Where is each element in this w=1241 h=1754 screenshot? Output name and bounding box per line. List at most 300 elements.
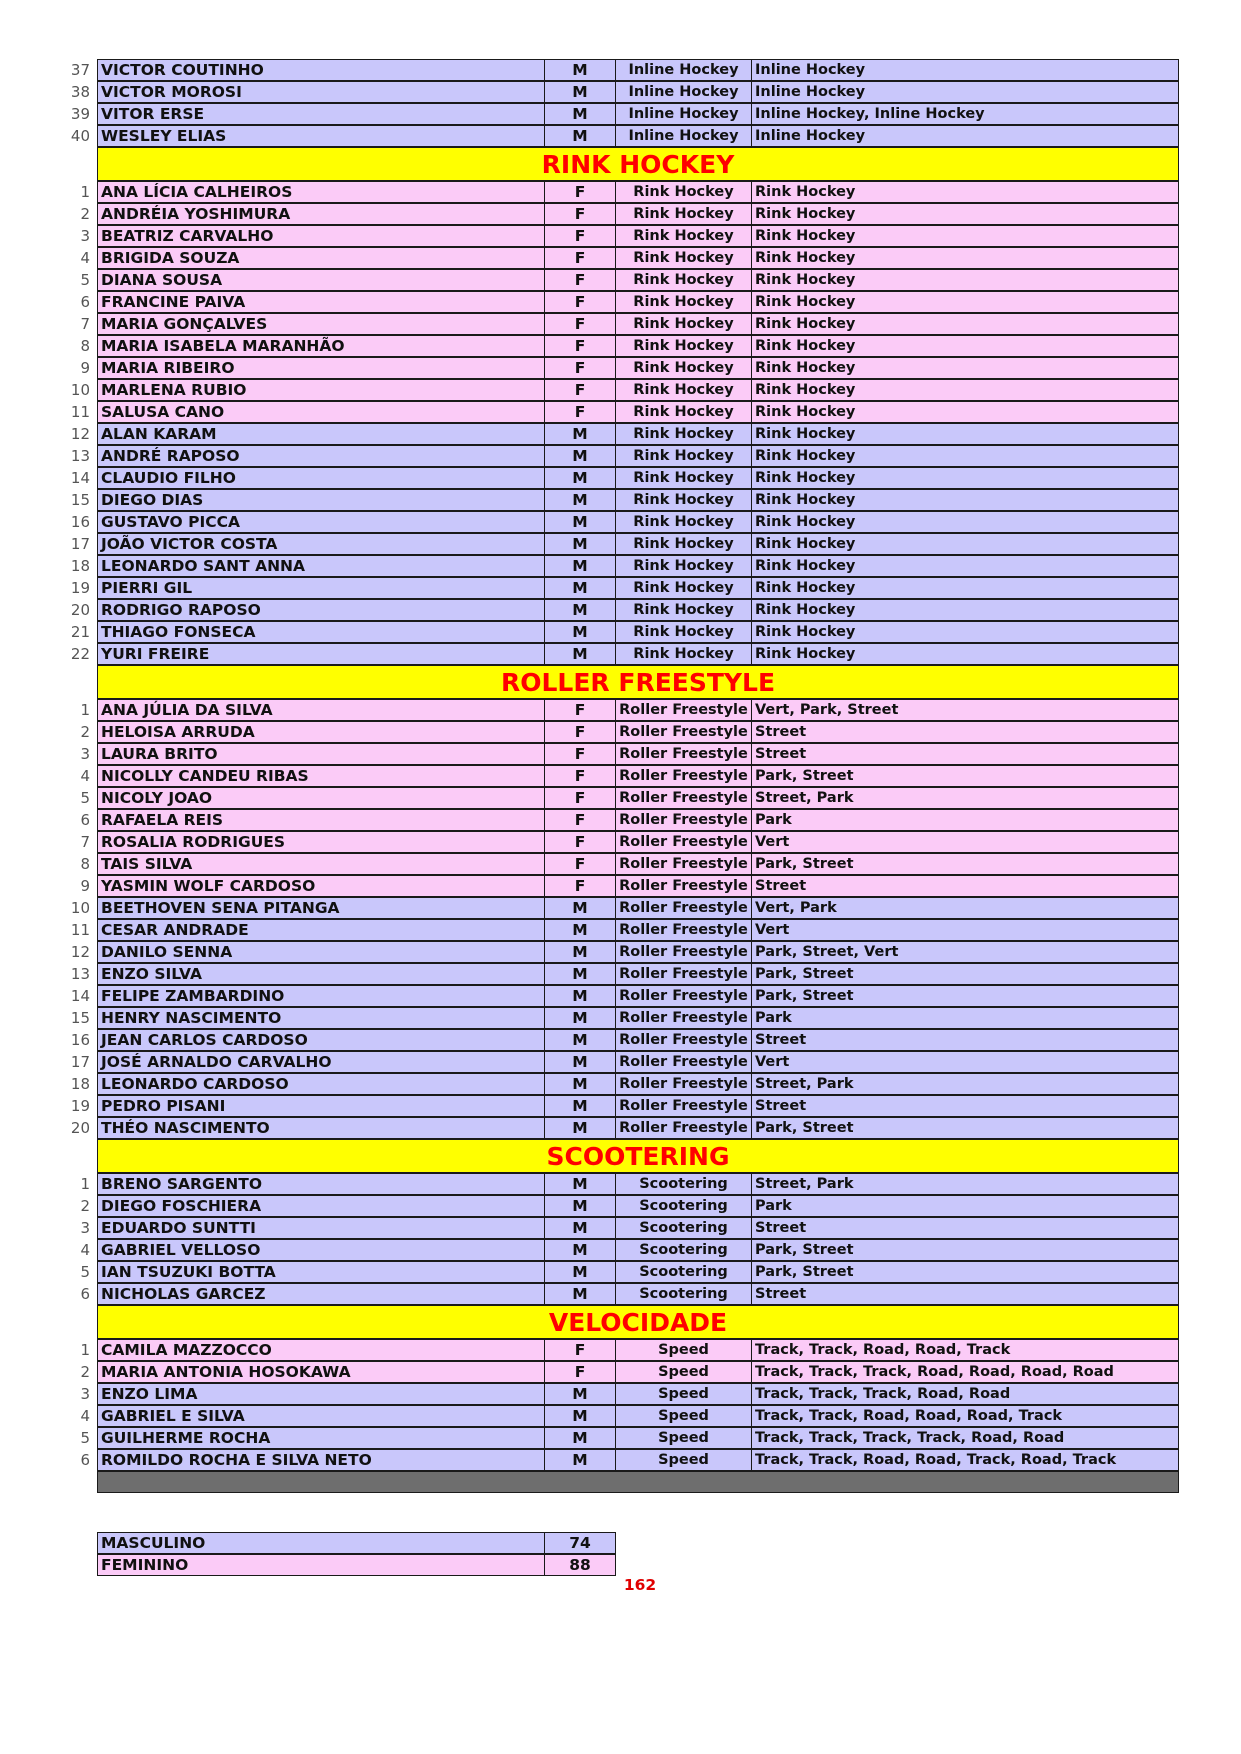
athlete-sex: M: [544, 423, 616, 445]
athlete-modality: Rink Hockey: [615, 269, 752, 291]
athlete-disciplines: Rink Hockey: [751, 511, 1179, 533]
athlete-sex: F: [544, 1339, 616, 1361]
athlete-name: TAIS SILVA: [97, 853, 545, 875]
row-number: 3: [80, 1219, 90, 1237]
athlete-name: DANILO SENNA: [97, 941, 545, 963]
row-number: 5: [80, 271, 90, 289]
athlete-name: JOÃO VICTOR COSTA: [97, 533, 545, 555]
athlete-name: BEATRIZ CARVALHO: [97, 225, 545, 247]
athlete-disciplines: Street: [751, 1283, 1179, 1305]
row-number: 6: [80, 811, 90, 829]
athlete-disciplines: Park, Street: [751, 765, 1179, 787]
row-number: 12: [70, 943, 90, 961]
row-number: 14: [70, 987, 90, 1005]
athlete-sex: M: [544, 897, 616, 919]
athlete-sex: M: [544, 1239, 616, 1261]
athlete-modality: Rink Hockey: [615, 445, 752, 467]
athlete-name: ANDRÉ RAPOSO: [97, 445, 545, 467]
athlete-sex: F: [544, 721, 616, 743]
athlete-sex: M: [544, 1195, 616, 1217]
athlete-disciplines: Track, Track, Track, Track, Road, Road: [751, 1427, 1179, 1449]
athlete-name: YASMIN WOLF CARDOSO: [97, 875, 545, 897]
athlete-sex: M: [544, 1117, 616, 1139]
athlete-sex: F: [544, 765, 616, 787]
athlete-name: BRIGIDA SOUZA: [97, 247, 545, 269]
athlete-sex: F: [544, 181, 616, 203]
athlete-disciplines: Rink Hockey: [751, 335, 1179, 357]
row-number: 4: [80, 1407, 90, 1425]
athlete-sex: M: [544, 643, 616, 665]
athlete-modality: Rink Hockey: [615, 643, 752, 665]
athlete-disciplines: Street, Park: [751, 1173, 1179, 1195]
athlete-sex: M: [544, 919, 616, 941]
athlete-name: NICOLY JOAO: [97, 787, 545, 809]
athlete-name: MARIA ISABELA MARANHÃO: [97, 335, 545, 357]
athlete-modality: Inline Hockey: [615, 59, 752, 81]
athlete-modality: Speed: [615, 1449, 752, 1471]
row-number: 10: [70, 381, 90, 399]
athlete-modality: Roller Freestyle: [615, 765, 752, 787]
athlete-modality: Roller Freestyle: [615, 743, 752, 765]
row-number: 1: [80, 1175, 90, 1193]
row-number: 13: [70, 447, 90, 465]
athlete-modality: Rink Hockey: [615, 599, 752, 621]
athlete-disciplines: Track, Track, Road, Road, Track, Road, Track: [751, 1449, 1179, 1471]
athlete-disciplines: Park: [751, 1007, 1179, 1029]
athlete-modality: Rink Hockey: [615, 555, 752, 577]
athlete-sex: F: [544, 269, 616, 291]
athlete-name: PEDRO PISANI: [97, 1095, 545, 1117]
athlete-modality: Rink Hockey: [615, 401, 752, 423]
athlete-sex: M: [544, 1173, 616, 1195]
athlete-modality: Rink Hockey: [615, 577, 752, 599]
athlete-disciplines: Park, Street: [751, 853, 1179, 875]
athlete-sex: M: [544, 59, 616, 81]
athlete-sex: M: [544, 467, 616, 489]
row-number: 16: [70, 1031, 90, 1049]
athlete-name: MARIA ANTONIA HOSOKAWA: [97, 1361, 545, 1383]
row-number: 20: [70, 1119, 90, 1137]
athlete-sex: F: [544, 875, 616, 897]
athlete-modality: Roller Freestyle: [615, 699, 752, 721]
row-number: 11: [70, 921, 90, 939]
athlete-name: CLAUDIO FILHO: [97, 467, 545, 489]
athlete-name: YURI FREIRE: [97, 643, 545, 665]
athlete-sex: F: [544, 225, 616, 247]
row-number: 18: [70, 557, 90, 575]
athlete-sex: M: [544, 621, 616, 643]
athlete-disciplines: Street: [751, 721, 1179, 743]
athlete-disciplines: Rink Hockey: [751, 225, 1179, 247]
athlete-disciplines: Inline Hockey: [751, 125, 1179, 147]
athlete-disciplines: Street: [751, 1029, 1179, 1051]
athlete-disciplines: Rink Hockey: [751, 247, 1179, 269]
athlete-modality: Scootering: [615, 1261, 752, 1283]
athlete-modality: Roller Freestyle: [615, 1095, 752, 1117]
athlete-name: THÉO NASCIMENTO: [97, 1117, 545, 1139]
row-number: 6: [80, 1285, 90, 1303]
athlete-sex: M: [544, 963, 616, 985]
athlete-modality: Rink Hockey: [615, 467, 752, 489]
athlete-modality: Rink Hockey: [615, 203, 752, 225]
athlete-modality: Rink Hockey: [615, 225, 752, 247]
athlete-disciplines: Inline Hockey, Inline Hockey: [751, 103, 1179, 125]
athlete-modality: Roller Freestyle: [615, 831, 752, 853]
athlete-name: FRANCINE PAIVA: [97, 291, 545, 313]
athlete-disciplines: Rink Hockey: [751, 533, 1179, 555]
athlete-modality: Rink Hockey: [615, 181, 752, 203]
athlete-modality: Rink Hockey: [615, 247, 752, 269]
row-number: 7: [80, 833, 90, 851]
row-number: 40: [70, 127, 90, 145]
row-number: 9: [80, 359, 90, 377]
athlete-disciplines: Rink Hockey: [751, 379, 1179, 401]
row-number: 37: [70, 61, 90, 79]
athlete-name: GUILHERME ROCHA: [97, 1427, 545, 1449]
athlete-disciplines: Inline Hockey: [751, 59, 1179, 81]
athlete-disciplines: Street: [751, 1217, 1179, 1239]
row-number: 7: [80, 315, 90, 333]
row-number: 38: [70, 83, 90, 101]
athlete-modality: Roller Freestyle: [615, 721, 752, 743]
athlete-disciplines: Rink Hockey: [751, 467, 1179, 489]
row-number: 18: [70, 1075, 90, 1093]
row-number: 17: [70, 535, 90, 553]
athlete-name: LEONARDO CARDOSO: [97, 1073, 545, 1095]
athlete-sex: M: [544, 1029, 616, 1051]
athlete-sex: F: [544, 401, 616, 423]
athlete-modality: Roller Freestyle: [615, 985, 752, 1007]
section-title: VELOCIDADE: [97, 1305, 1179, 1339]
athlete-name: SALUSA CANO: [97, 401, 545, 423]
row-number: 3: [80, 227, 90, 245]
row-number: 8: [80, 855, 90, 873]
row-number: 19: [70, 579, 90, 597]
athlete-name: HENRY NASCIMENTO: [97, 1007, 545, 1029]
athlete-sex: M: [544, 1073, 616, 1095]
athlete-sex: M: [544, 577, 616, 599]
athlete-name: GABRIEL E SILVA: [97, 1405, 545, 1427]
athlete-disciplines: Street, Park: [751, 1073, 1179, 1095]
athlete-sex: M: [544, 1051, 616, 1073]
row-number: 2: [80, 205, 90, 223]
athlete-disciplines: Rink Hockey: [751, 555, 1179, 577]
row-number: 5: [80, 1429, 90, 1447]
athlete-name: BRENO SARGENTO: [97, 1173, 545, 1195]
athlete-name: RODRIGO RAPOSO: [97, 599, 545, 621]
row-number: 1: [80, 701, 90, 719]
athlete-sex: M: [544, 1427, 616, 1449]
athlete-modality: Speed: [615, 1383, 752, 1405]
athlete-modality: Scootering: [615, 1283, 752, 1305]
row-number: 4: [80, 249, 90, 267]
row-number: 10: [70, 899, 90, 917]
athlete-sex: M: [544, 103, 616, 125]
section-title: RINK HOCKEY: [97, 147, 1179, 181]
athlete-sex: M: [544, 1383, 616, 1405]
athlete-modality: Roller Freestyle: [615, 919, 752, 941]
row-number: 19: [70, 1097, 90, 1115]
row-number: 9: [80, 877, 90, 895]
athlete-name: ROMILDO ROCHA E SILVA NETO: [97, 1449, 545, 1471]
athlete-disciplines: Park, Street, Vert: [751, 941, 1179, 963]
athlete-disciplines: Rink Hockey: [751, 401, 1179, 423]
athlete-sex: F: [544, 699, 616, 721]
row-number: 2: [80, 1197, 90, 1215]
athlete-sex: F: [544, 853, 616, 875]
athlete-name: ANA LÍCIA CALHEIROS: [97, 181, 545, 203]
athlete-disciplines: Park, Street: [751, 1239, 1179, 1261]
athlete-disciplines: Park: [751, 809, 1179, 831]
row-number: 2: [80, 723, 90, 741]
athlete-modality: Speed: [615, 1339, 752, 1361]
athlete-name: MARIA RIBEIRO: [97, 357, 545, 379]
athlete-disciplines: Rink Hockey: [751, 181, 1179, 203]
athlete-disciplines: Rink Hockey: [751, 203, 1179, 225]
totals-label: FEMININO: [97, 1554, 545, 1576]
athlete-name: ALAN KARAM: [97, 423, 545, 445]
athlete-sex: M: [544, 599, 616, 621]
totals-label: MASCULINO: [97, 1532, 545, 1554]
athlete-modality: Roller Freestyle: [615, 897, 752, 919]
athlete-modality: Scootering: [615, 1195, 752, 1217]
row-number: 22: [70, 645, 90, 663]
athlete-name: THIAGO FONSECA: [97, 621, 545, 643]
athlete-sex: M: [544, 1405, 616, 1427]
athlete-disciplines: Street: [751, 743, 1179, 765]
athlete-name: JEAN CARLOS CARDOSO: [97, 1029, 545, 1051]
row-number: 4: [80, 1241, 90, 1259]
row-number: 15: [70, 491, 90, 509]
row-number: 4: [80, 767, 90, 785]
athlete-name: DIANA SOUSA: [97, 269, 545, 291]
athlete-sex: F: [544, 831, 616, 853]
athlete-sex: F: [544, 291, 616, 313]
athlete-name: ENZO SILVA: [97, 963, 545, 985]
athlete-modality: Rink Hockey: [615, 621, 752, 643]
athlete-name: ANDRÉIA YOSHIMURA: [97, 203, 545, 225]
athlete-disciplines: Track, Track, Road, Road, Road, Track: [751, 1405, 1179, 1427]
athlete-sex: M: [544, 125, 616, 147]
athlete-modality: Rink Hockey: [615, 489, 752, 511]
athlete-sex: M: [544, 985, 616, 1007]
row-number: 5: [80, 1263, 90, 1281]
athlete-name: GABRIEL VELLOSO: [97, 1239, 545, 1261]
athlete-name: MARLENA RUBIO: [97, 379, 545, 401]
athlete-name: LAURA BRITO: [97, 743, 545, 765]
athlete-sex: F: [544, 247, 616, 269]
athlete-modality: Roller Freestyle: [615, 1007, 752, 1029]
row-number: 11: [70, 403, 90, 421]
athlete-modality: Inline Hockey: [615, 125, 752, 147]
athlete-modality: Roller Freestyle: [615, 1117, 752, 1139]
footer-band: [97, 1471, 1179, 1493]
athlete-disciplines: Rink Hockey: [751, 291, 1179, 313]
athlete-disciplines: Rink Hockey: [751, 423, 1179, 445]
athlete-disciplines: Rink Hockey: [751, 643, 1179, 665]
athlete-name: RAFAELA REIS: [97, 809, 545, 831]
athlete-modality: Speed: [615, 1361, 752, 1383]
athlete-name: HELOISA ARRUDA: [97, 721, 545, 743]
athlete-name: PIERRI GIL: [97, 577, 545, 599]
athlete-sex: F: [544, 379, 616, 401]
athlete-modality: Scootering: [615, 1173, 752, 1195]
athlete-sex: F: [544, 203, 616, 225]
athlete-disciplines: Rink Hockey: [751, 445, 1179, 467]
row-number: 21: [70, 623, 90, 641]
athlete-modality: Scootering: [615, 1239, 752, 1261]
athlete-name: EDUARDO SUNTTI: [97, 1217, 545, 1239]
row-number: 14: [70, 469, 90, 487]
athlete-name: ROSALIA RODRIGUES: [97, 831, 545, 853]
athlete-disciplines: Track, Track, Road, Road, Track: [751, 1339, 1179, 1361]
athlete-sex: M: [544, 1095, 616, 1117]
athlete-modality: Roller Freestyle: [615, 1029, 752, 1051]
athlete-sex: M: [544, 81, 616, 103]
athlete-disciplines: Rink Hockey: [751, 269, 1179, 291]
athlete-sex: M: [544, 1007, 616, 1029]
athlete-modality: Rink Hockey: [615, 511, 752, 533]
athlete-disciplines: Park, Street: [751, 1117, 1179, 1139]
athlete-sex: F: [544, 313, 616, 335]
athlete-modality: Rink Hockey: [615, 291, 752, 313]
athlete-modality: Rink Hockey: [615, 335, 752, 357]
athlete-modality: Rink Hockey: [615, 423, 752, 445]
athlete-disciplines: Vert, Park, Street: [751, 699, 1179, 721]
athlete-sex: F: [544, 335, 616, 357]
athlete-sex: M: [544, 489, 616, 511]
athlete-name: MARIA GONÇALVES: [97, 313, 545, 335]
row-number: 8: [80, 337, 90, 355]
grand-total: 162: [623, 1576, 657, 1594]
athlete-name: BEETHOVEN SENA PITANGA: [97, 897, 545, 919]
athlete-name: CAMILA MAZZOCCO: [97, 1339, 545, 1361]
row-number: 12: [70, 425, 90, 443]
row-number: 20: [70, 601, 90, 619]
athlete-disciplines: Vert: [751, 831, 1179, 853]
athlete-modality: Inline Hockey: [615, 103, 752, 125]
athlete-modality: Roller Freestyle: [615, 941, 752, 963]
athlete-disciplines: Park, Street: [751, 985, 1179, 1007]
athlete-disciplines: Rink Hockey: [751, 599, 1179, 621]
athlete-name: ENZO LIMA: [97, 1383, 545, 1405]
athlete-name: DIEGO DIAS: [97, 489, 545, 511]
athlete-name: IAN TSUZUKI BOTTA: [97, 1261, 545, 1283]
row-number: 6: [80, 293, 90, 311]
row-number: 2: [80, 1363, 90, 1381]
athlete-disciplines: Street: [751, 875, 1179, 897]
row-number: 39: [70, 105, 90, 123]
athlete-name: FELIPE ZAMBARDINO: [97, 985, 545, 1007]
athlete-modality: Roller Freestyle: [615, 1051, 752, 1073]
athlete-name: JOSÉ ARNALDO CARVALHO: [97, 1051, 545, 1073]
athlete-disciplines: Vert: [751, 1051, 1179, 1073]
athlete-modality: Speed: [615, 1405, 752, 1427]
row-number: 1: [80, 1341, 90, 1359]
athlete-disciplines: Street, Park: [751, 787, 1179, 809]
athlete-disciplines: Rink Hockey: [751, 357, 1179, 379]
athlete-modality: Roller Freestyle: [615, 963, 752, 985]
athlete-modality: Rink Hockey: [615, 357, 752, 379]
totals-value: 74: [544, 1532, 616, 1554]
section-title: SCOOTERING: [97, 1139, 1179, 1173]
athlete-disciplines: Track, Track, Track, Road, Road: [751, 1383, 1179, 1405]
row-number: 1: [80, 183, 90, 201]
athlete-name: VICTOR COUTINHO: [97, 59, 545, 81]
athlete-sex: F: [544, 743, 616, 765]
athlete-name: NICOLLY CANDEU RIBAS: [97, 765, 545, 787]
athlete-modality: Rink Hockey: [615, 379, 752, 401]
athlete-disciplines: Vert, Park: [751, 897, 1179, 919]
athlete-sex: F: [544, 809, 616, 831]
athlete-disciplines: Track, Track, Track, Road, Road, Road, Road: [751, 1361, 1179, 1383]
athlete-modality: Roller Freestyle: [615, 787, 752, 809]
athlete-disciplines: Inline Hockey: [751, 81, 1179, 103]
athlete-name: GUSTAVO PICCA: [97, 511, 545, 533]
athlete-disciplines: Park, Street: [751, 963, 1179, 985]
athlete-disciplines: Park: [751, 1195, 1179, 1217]
athlete-sex: M: [544, 1217, 616, 1239]
athlete-disciplines: Park, Street: [751, 1261, 1179, 1283]
athlete-name: NICHOLAS GARCEZ: [97, 1283, 545, 1305]
athlete-sex: M: [544, 941, 616, 963]
athlete-name: WESLEY ELIAS: [97, 125, 545, 147]
athlete-sex: M: [544, 533, 616, 555]
athlete-name: LEONARDO SANT ANNA: [97, 555, 545, 577]
athlete-name: CESAR ANDRADE: [97, 919, 545, 941]
athlete-sex: M: [544, 1261, 616, 1283]
athlete-modality: Inline Hockey: [615, 81, 752, 103]
athlete-modality: Rink Hockey: [615, 533, 752, 555]
athlete-modality: Scootering: [615, 1217, 752, 1239]
totals-value: 88: [544, 1554, 616, 1576]
athlete-modality: Roller Freestyle: [615, 1073, 752, 1095]
athlete-disciplines: Rink Hockey: [751, 621, 1179, 643]
athlete-sex: M: [544, 511, 616, 533]
athlete-disciplines: Vert: [751, 919, 1179, 941]
athlete-disciplines: Rink Hockey: [751, 577, 1179, 599]
row-number: 6: [80, 1451, 90, 1469]
athlete-disciplines: Rink Hockey: [751, 313, 1179, 335]
athlete-modality: Roller Freestyle: [615, 875, 752, 897]
row-number: 3: [80, 745, 90, 763]
athlete-sex: M: [544, 555, 616, 577]
athlete-sex: M: [544, 1449, 616, 1471]
athlete-modality: Speed: [615, 1427, 752, 1449]
athlete-name: VITOR ERSE: [97, 103, 545, 125]
athlete-modality: Rink Hockey: [615, 313, 752, 335]
athlete-sex: M: [544, 445, 616, 467]
row-number: 5: [80, 789, 90, 807]
athlete-sex: M: [544, 1283, 616, 1305]
athlete-disciplines: Rink Hockey: [751, 489, 1179, 511]
row-number: 13: [70, 965, 90, 983]
athlete-sex: F: [544, 1361, 616, 1383]
athlete-disciplines: Street: [751, 1095, 1179, 1117]
athlete-name: ANA JÚLIA DA SILVA: [97, 699, 545, 721]
athlete-name: DIEGO FOSCHIERA: [97, 1195, 545, 1217]
row-number: 3: [80, 1385, 90, 1403]
athlete-modality: Roller Freestyle: [615, 809, 752, 831]
athlete-modality: Roller Freestyle: [615, 853, 752, 875]
athlete-name: VICTOR MOROSI: [97, 81, 545, 103]
row-number: 17: [70, 1053, 90, 1071]
row-number: 15: [70, 1009, 90, 1027]
athlete-sex: F: [544, 357, 616, 379]
athlete-sex: F: [544, 787, 616, 809]
section-title: ROLLER FREESTYLE: [97, 665, 1179, 699]
row-number: 16: [70, 513, 90, 531]
